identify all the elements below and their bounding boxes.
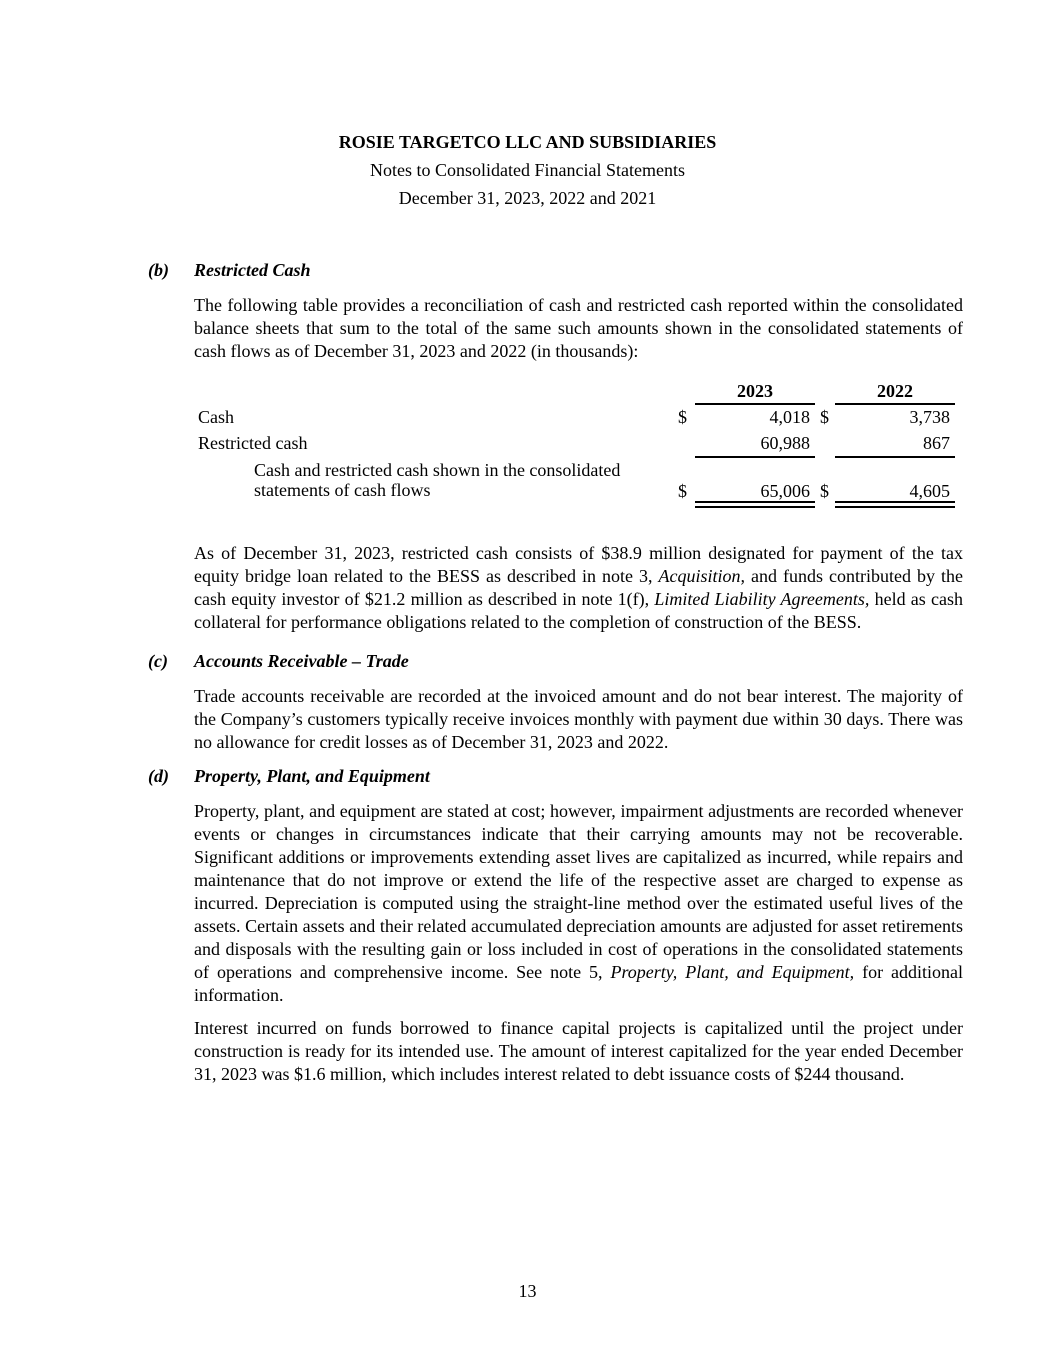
- section-c-title: Accounts Receivable – Trade: [194, 651, 409, 671]
- section-d-paragraph-1: [194, 800, 963, 1007]
- row-label-restricted-cash: Restricted cash: [198, 433, 308, 453]
- page-number: 13: [518, 1281, 537, 1301]
- header-rule: [695, 403, 815, 405]
- cash-2022: 3,738: [909, 407, 950, 427]
- total-label-line-1: Cash and restricted cash shown in the consolidated: [254, 460, 621, 480]
- subtotal-rule: [695, 456, 815, 458]
- text: for additional information.: [194, 962, 963, 1005]
- total-2023: 65,006: [760, 481, 810, 501]
- note-reference: Acquisition,: [658, 566, 745, 586]
- note-reference: Limited Liability Agreements,: [654, 589, 870, 609]
- dollar-sign: $: [678, 481, 687, 501]
- section-c-letter: (c): [148, 651, 168, 671]
- section-d-letter: (d): [148, 766, 169, 786]
- total-double-rule: [835, 501, 955, 508]
- section-b-paragraph-2: [194, 542, 963, 634]
- text: As of December 31, 2023, restricted cash consists of $38.9 million designated for payment of the tax equity bridge loan related to the BESS as described in note 3,: [194, 543, 963, 586]
- cash-2023: 4,018: [769, 407, 810, 427]
- header-rule: [835, 403, 955, 405]
- column-header-2022: 2022: [877, 381, 913, 401]
- dollar-sign: $: [820, 407, 829, 427]
- document-subtitle: Notes to Consolidated Financial Statements: [370, 160, 685, 180]
- text: held as cash collateral for performance obligations related to the completion of construction of the BESS.: [194, 589, 964, 632]
- section-c-body: Trade accounts receivable are recorded at the invoiced amount and do not bear interest. The majority of the Company’s customers typically receive invoices monthly with payment due within 30 days. There was no allowance for credit losses as of December 31, 2023 and 2022.: [194, 686, 963, 752]
- dollar-sign: $: [820, 481, 829, 501]
- section-b-title: Restricted Cash: [194, 260, 311, 280]
- text: and funds contributed by the cash equity investor of $21.2 million as described in note 1(f),: [194, 566, 963, 609]
- document-dates: December 31, 2023, 2022 and 2021: [398, 188, 657, 208]
- company-name: ROSIE TARGETCO LLC AND SUBSIDIARIES: [338, 132, 717, 152]
- section-d-paragraph-2: Interest incurred on funds borrowed to finance capital projects is capitalized until the project under construction is ready for its intended use. The amount of interest capitalized for the year ended December 31, 2023 was $1.6 million, which includes interest related to debt issuance costs of $244 thousand.: [194, 1018, 963, 1084]
- subtotal-rule: [835, 456, 955, 458]
- restricted-cash-2023: 60,988: [760, 433, 810, 453]
- section-d-title: Property, Plant, and Equipment: [194, 766, 430, 786]
- total-label-line-2: statements of cash flows: [254, 480, 431, 500]
- text: Property, plant, and equipment are stated at cost; however, impairment adjustments are recorded whenever events or changes in circumstances indicate that their carrying amounts may not be recoverable. Significant additions or improvements extending asset lives are capitalized as incurred, while repairs and maintenance that do not improve or extend the life of the respective asset are charged to expense as incurred. Depreciation is computed using the straight-line method over the estimated useful lives of the assets. Certain assets and their related accumulated depreciation amounts are adjusted for asset retirements and disposals with the resulting gain or loss included in cost of operations in the consolidated statements of operations and comprehensive income. See note 5,: [194, 801, 963, 982]
- dollar-sign: $: [678, 407, 687, 427]
- row-label-total: [254, 460, 620, 500]
- row-label-cash: Cash: [198, 407, 234, 427]
- section-b-letter: (b): [148, 260, 169, 280]
- restricted-cash-2022: 867: [923, 433, 950, 453]
- note-reference: Property, Plant, and Equipment,: [610, 962, 855, 982]
- total-2022: 4,605: [909, 481, 950, 501]
- column-header-2023: 2023: [737, 381, 773, 401]
- section-b-intro: The following table provides a reconciliation of cash and restricted cash reported within the consolidated balance sheets that sum to the total of the same such amounts shown in the consolidated statements of cash flows as of December 31, 2023 and 2022 (in thousands):: [194, 295, 963, 361]
- total-double-rule: [695, 501, 815, 508]
